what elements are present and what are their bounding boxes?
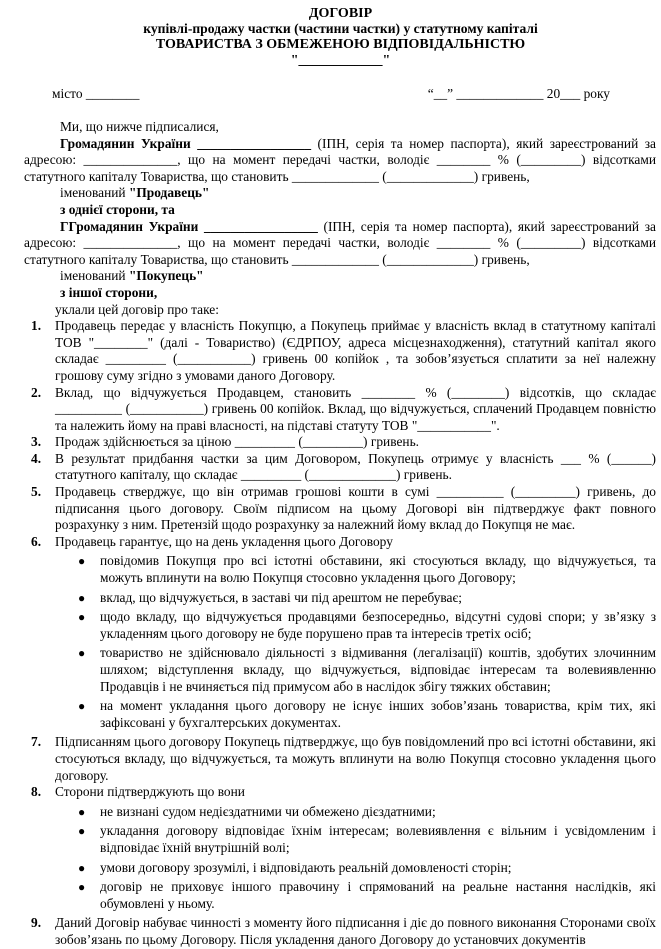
clause-text: Продавець гарантує, що на день укладення цього Договору (55, 533, 393, 549)
clause-text: Продавець передає у власність Покупцю, а Покупець приймає у власність вклад в статутному капіталі ТОВ "________" (далі - Товариство) (ЄДРПОУ, адреса місцезнаходження), статутний капітал якого складає _________ (___________) гривень 00 копійок , та зобов’язується сплатити за неї належну грошову суму згідно з умовами даного Договору. (55, 318, 656, 383)
bullet-text: товариство не здійснювало діяльності з відмивання (легалізації) коштів, здобутих злочинним шляхом; відступлення вкладу, що відчужується, відповідає інтересам та волевиявленню Продавців і не вчиняється під примусом або в наслідок збігу тяжких обставин; (100, 645, 656, 694)
clause-text: Продаж здійснюється за ціною _________ (_________) гривень. (55, 434, 420, 450)
bullet-text: умови договору зрозумілі, і відповідають реальній домовленості сторін; (100, 859, 512, 875)
clause-8 (24, 784, 656, 801)
clause-4 (24, 451, 656, 484)
clause-number: 1. (31, 318, 42, 334)
clause-3 (24, 434, 656, 451)
bullet-icon: ● (78, 610, 86, 625)
clause-number: 3. (31, 434, 42, 450)
bullet-item (24, 804, 656, 821)
company-type: ТОВАРИСТВА З ОБМЕЖЕНОЮ ВІДПОВІДАЛЬНІСТЮ (155, 37, 526, 52)
seller-name-blank: _________________ (197, 135, 312, 151)
clause-number: 5. (31, 484, 42, 500)
seller-details: (ІПН, серія та номер паспорта), який зареєстрований за адресою: ______________, що на момент передачі частки, володіє ________ % (_________) відсотками статутного капіталу Товариства, що становить _____________ (_____________) гривень, (24, 135, 656, 184)
clause-5 (24, 484, 656, 534)
bullet-text: укладання договору відповідає їхнім інтересам; волевиявлення є вільним і усвідомленим і відповідає їхній внутрішній волі; (100, 823, 656, 855)
bullet-item (24, 823, 656, 856)
bullet-item (24, 860, 656, 877)
bullet-icon: ● (78, 804, 86, 819)
buyer-label: ГГромадянин України (60, 218, 199, 234)
seller-named (24, 185, 656, 202)
clause-2 (24, 385, 656, 435)
bullet-icon: ● (78, 646, 86, 661)
buyer-name-blank: _________________ (204, 218, 318, 234)
bullet-text: вклад, що відчужується, в заставі чи під арештом не перебуває; (100, 589, 462, 605)
document-title: ДОГОВІР (308, 6, 373, 21)
buyer-named-prefix: іменований (60, 268, 129, 284)
bullet-item (24, 590, 656, 607)
clause-text: Підписанням цього договору Покупець підтверджує, що був повідомлений про всі істотні обставини, які стосуються вкладу, що відчужується, та можуть вплинути на волю Покупця стосовно укладення цього договору. (55, 734, 656, 783)
bullet-icon: ● (78, 699, 86, 714)
clause-text: В результат придбання частки за цим Договором, Покупець отримує у власність ___ % (______) статутного капіталу, що складає _________ (_____________) гривень. (55, 450, 656, 483)
bullet-text: щодо вкладу, що відчужується продавцями безпосередньо, відсутні судові спори; у зв’язку з укладенням цього договору не буде порушено прав та інтересів третіх осіб; (100, 609, 656, 641)
clause-number: 8. (31, 784, 42, 800)
seller-named-prefix: іменований (60, 185, 129, 201)
bullet-icon: ● (78, 590, 86, 605)
bullet-item (24, 879, 656, 912)
clause-text: Даний Договір набуває чинності з моменту його підписання і діє до повного виконання Сторонами своїх зобов’язань по цьому Договору. Після укладення даного Договору до установчих документів (55, 915, 656, 947)
seller-paragraph (24, 136, 656, 186)
clause-8-bullets (24, 804, 656, 913)
clause-1 (24, 318, 656, 384)
buyer-side: з іншої сторони, (60, 284, 158, 300)
seller-side: з однієї сторони, та (60, 201, 175, 217)
contract-body (24, 119, 656, 949)
document-subtitle: купівлі-продажу частки (частини частки) у статутному капіталі (143, 21, 538, 36)
clause-number: 6. (31, 533, 42, 549)
bullet-text: не визнані судом недієздатними чи обмежено дієздатними; (100, 803, 436, 819)
bullet-icon: ● (78, 554, 86, 569)
bullet-text: договір не приховує іншого правочину і спрямований на реальне настання наслідків, які обумовлені у ньому. (100, 879, 656, 911)
clause-text: Сторони підтверджують що вони (55, 784, 245, 800)
clause-number: 9. (31, 915, 42, 931)
date-field: “__” _____________ 20___ року (427, 86, 610, 101)
buyer-details: (ІПН, серія та номер паспорта), який зареєстрований за адресою: ______________, що на момент передачі частки, володіє ________ % (_________) відсотками статутного капіталу Товариства, що становить _____________ (_____________) гривень, (24, 218, 656, 267)
bullet-icon: ● (78, 880, 86, 895)
clause-number: 7. (31, 734, 42, 750)
seller-role: "Продавець" (128, 185, 210, 201)
buyer-role: "Покупець" (128, 268, 204, 284)
bullet-item (24, 609, 656, 642)
bullet-text: на момент укладання цього договору не існує інших зобов’язань товариства, крім тих, які зафіксовані у бухгалтерських документах. (100, 698, 656, 730)
clause-6-bullets (24, 553, 656, 731)
clause-9 (24, 915, 656, 948)
clause-number: 2. (31, 384, 42, 400)
company-name-blank: "____________" (290, 53, 391, 68)
seller-label: Громадянин України (60, 135, 191, 151)
bullet-item (24, 645, 656, 695)
clause-7 (24, 734, 656, 784)
bullet-item (24, 698, 656, 731)
agreed-text: уклали цей договір про таке: (55, 301, 219, 317)
clause-number: 4. (31, 450, 42, 466)
buyer-paragraph (24, 219, 656, 269)
clauses-list (24, 318, 656, 948)
clause-6 (24, 534, 656, 551)
bullet-icon: ● (78, 824, 86, 839)
bullet-item (24, 553, 656, 586)
buyer-named (24, 268, 656, 285)
clause-text: Продавець стверджує, що він отримав грошові кошти в сумі __________ (_________) гривень, до підписання цього договору. Своїм підписом на цьому Договорі він підтверджує факт повного розрахунку з ним. Претензій щодо розрахунку за належний йому вклад до Покупця не має. (55, 484, 656, 533)
clause-text: Вклад, що відчужується Продавцем, становить ________ % (________) відсотків, що складає __________ (___________) гривень 00 копійок. Вклад, що відчужується, сплачений Продавцем повністю та належить йому на праві власності, на підставі статуту ТОВ "___________". (55, 384, 656, 433)
bullet-text: повідомив Покупця про всі істотні обставини, які стосуються вкладу, що відчужується, та можуть вплинути на волю Покупця стосовно укладення цього Договору; (100, 553, 656, 586)
city-field: місто ________ (52, 86, 140, 101)
bullet-icon: ● (78, 860, 86, 875)
preamble-intro: Ми, що нижче підписалися, (60, 119, 219, 134)
